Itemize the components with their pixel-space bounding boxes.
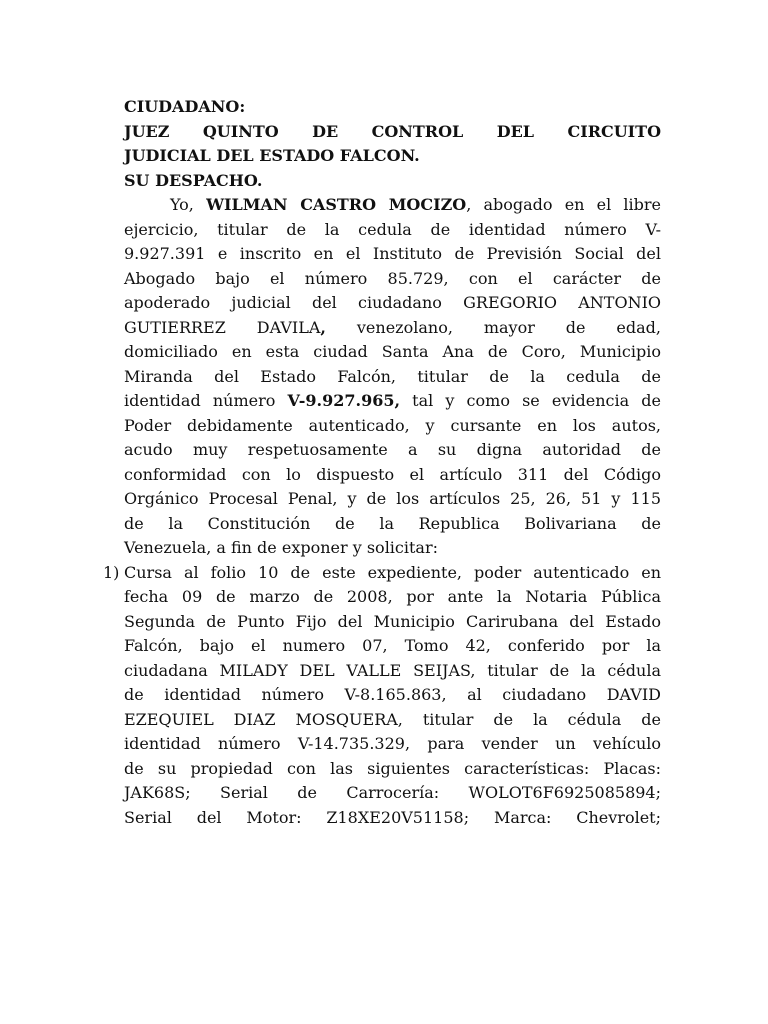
intro-line-14: de la Constitución de la Republica Bolivariana de: [124, 513, 661, 533]
addressee-line: CIUDADANO:: [124, 97, 246, 116]
item1-line-2: fecha 09 de marzo de 2008, por ante la Notaria Pública: [124, 587, 661, 606]
judge-title-line-1: JUEZ QUINTO DE CONTROL DEL CIRCUITO: [124, 121, 661, 141]
intro-line-13: Orgánico Procesal Penal, y de los artículos 25, 26, 51 y 115: [124, 489, 661, 508]
item1-line-5: ciudadana MILADY DEL VALLE SEIJAS, titular de la cédula: [124, 660, 661, 680]
item1-line-6: de identidad número V-8.165.863, al ciudadano DAVID: [124, 685, 661, 704]
item1-line-7: EZEQUIEL DIAZ MOSQUERA, titular de la cédula de: [124, 709, 661, 729]
item1-line-3: Segunda de Punto Fijo del Municipio Carirubana del Estado: [124, 611, 661, 631]
intro-line-3: 9.927.391 e inscrito en el Instituto de Previsión Social del: [124, 244, 661, 263]
intro-line-15: Venezuela, a fin de exponer y solicitar:: [124, 538, 439, 557]
document-body: [103, 95, 662, 830]
intro-line-1: Yo, WILMAN CASTRO MOCIZO, abogado en el libre: [170, 195, 662, 214]
intro-line-7: domiciliado en esta ciudad Santa Ana de Coro, Municipio: [124, 342, 661, 361]
intro-line-6: GUTIERREZ DAVILA, venezolano, mayor de edad,: [124, 317, 661, 337]
intro-line-11: acudo muy respetuosamente a su digna autoridad de: [124, 440, 661, 459]
intro-line-9: identidad número V-9.927.965, tal y como se evidencia de: [124, 391, 661, 410]
office-line: SU DESPACHO.: [124, 170, 263, 190]
item1-line-9: de su propiedad con las siguientes características: Placas:: [124, 758, 661, 778]
intro-line-2: ejercicio, titular de la cedula de identidad número V-: [124, 219, 661, 239]
client-id-number: V-9.927.965,: [287, 391, 401, 410]
judge-title-line-2: JUDICIAL DEL ESTADO FALCON.: [124, 146, 420, 165]
item1-line-11: Serial del Motor: Z18XE20V51158; Marca: Chevrolet;: [124, 807, 661, 827]
item1-line-4: Falcón, bajo el numero 07, Tomo 42, conferido por la: [124, 636, 661, 655]
list-marker: 1): [103, 562, 120, 582]
intro-line-4: Abogado bajo el número 85.729, con el carácter de: [124, 268, 661, 288]
intro-line-10: Poder debidamente autenticado, y cursante en los autos,: [124, 415, 661, 435]
intro-line-8: Miranda del Estado Falcón, titular de la cedula de: [124, 366, 661, 386]
intro-line-12: conformidad con lo dispuesto el artículo 311 del Código: [124, 464, 661, 484]
item1-line-10: JAK68S; Serial de Carrocería: WOLOT6F6925085894;: [124, 783, 661, 802]
item1-line-1: 1) Cursa al folio 10 de este expediente, poder autenticado en: [124, 561, 661, 586]
intro-line-5: apoderado judicial del ciudadano GREGORIO ANTONIO: [124, 293, 661, 312]
lawyer-name: WILMAN CASTRO MOCIZO: [206, 195, 467, 214]
item1-line-8: identidad número V-14.735.329, para vender un vehículo: [124, 734, 661, 753]
